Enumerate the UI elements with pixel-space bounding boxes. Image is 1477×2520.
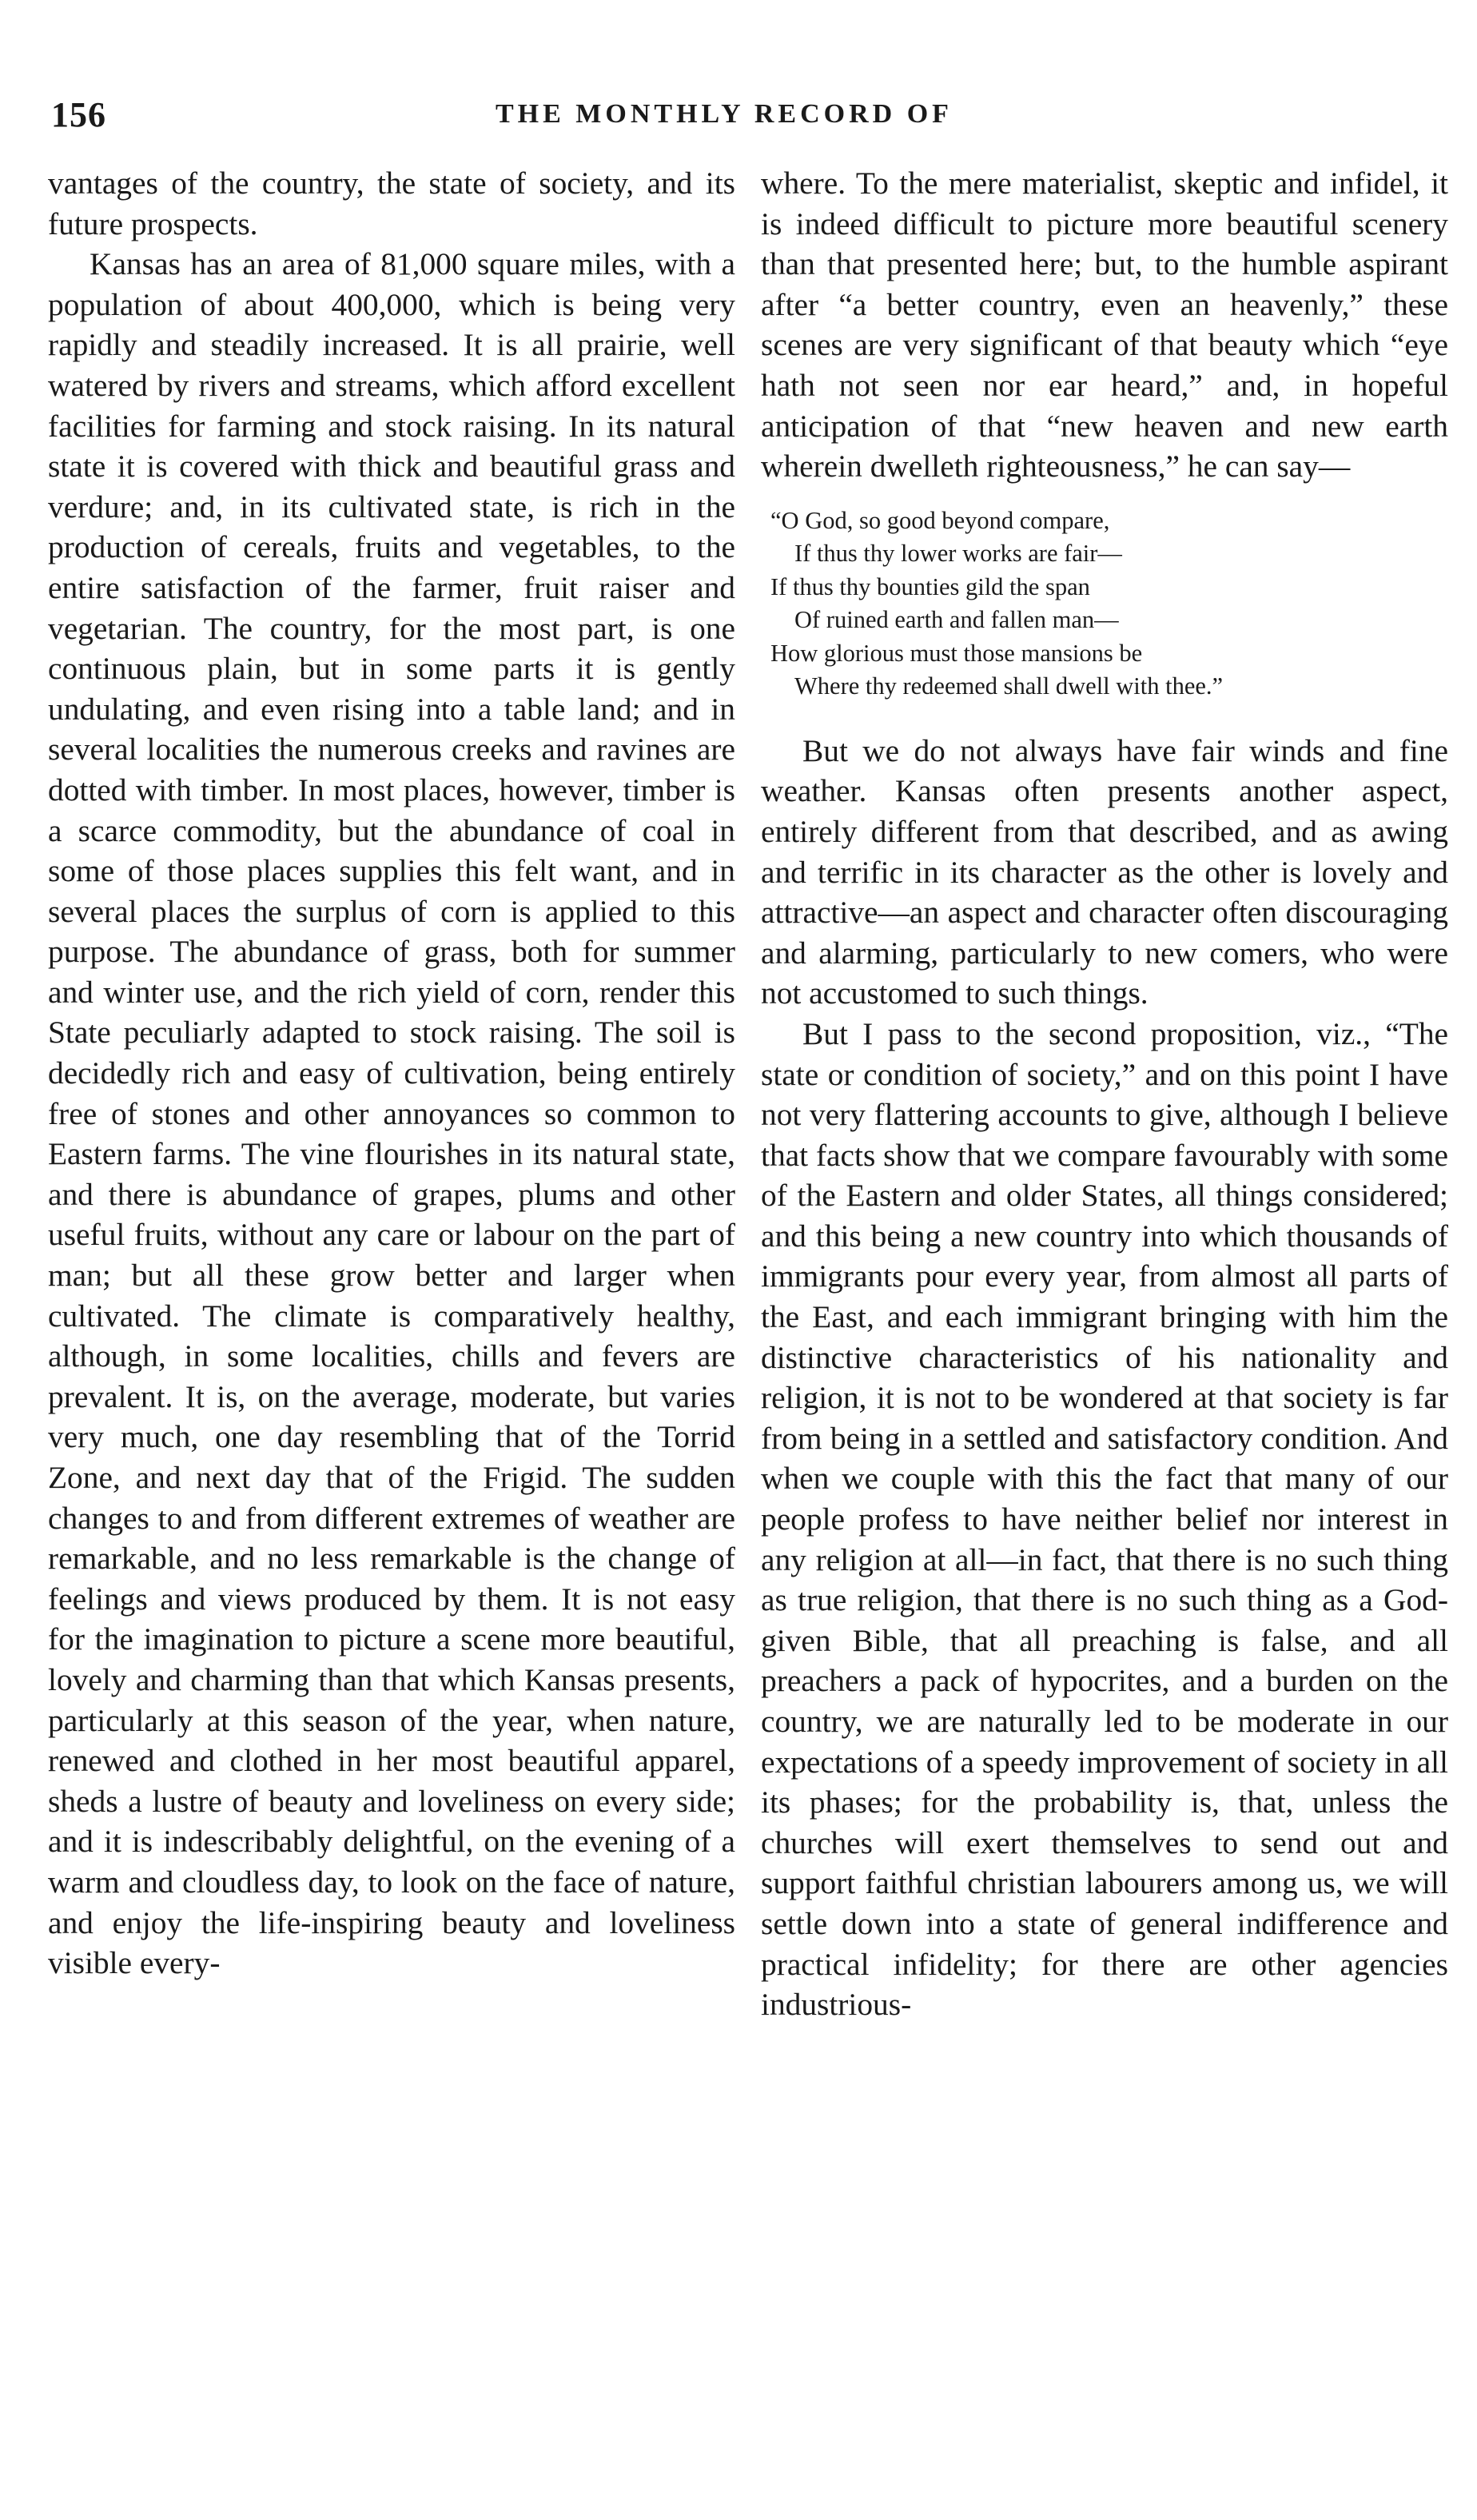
verse-line: “O God, so good beyond compare, bbox=[770, 506, 1110, 534]
paragraph-society: But I pass to the second proposition, viz., “The state or condition of society,” and on this point I have not very flattering accounts to give, although I believe that facts show that we compare favourably with some of the Eastern and older States, all things considered; and this being a new country into which thousands of immigrants pour every year, from almost all parts of the East, and each immigrant bringing with him the distinctive characteristics of his nationality and religion, it is not to be wondered at that society is far from being in a settled and satisfactory condition. And when we couple with this the fact that many of our people profess to have neither belief nor interest in any religion at all—in fact, that there is no such thing as true religion, that there is no such thing as a God-given Bible, that all preaching is false, and all preachers a pack of hypocrites, and a burden on the country, we are naturally led to be moderate in our expectations of a speedy improvement of society in all its phases; for the probability is, that, unless the churches will exert themselves to send out and support faithful christian labourers among us, we will settle down into a state of general indifference and practical infidelity; for there are other agencies industrious- bbox=[761, 1015, 1448, 2023]
running-title: THE MONTHLY RECORD OF bbox=[496, 99, 953, 129]
verse-line: How glorious must those mansions be bbox=[770, 639, 1143, 667]
paragraph-weather: But we do not always have fair winds and fine weather. Kansas often presents another aspect, entirely different from that described, and as awing and terrific in its character as the other is lovely and attractive—an aspect and character often discouraging and alarming, particularly to new comers, who were not accustomed to such things. bbox=[761, 732, 1448, 1011]
left-column bbox=[48, 163, 735, 1984]
page-number: 156 bbox=[51, 95, 106, 134]
verse-line: If thus thy bounties gild the span bbox=[770, 572, 1090, 600]
right-column bbox=[761, 163, 1448, 2025]
paragraph-continued: vantages of the country, the state of society, and its future prospects. bbox=[48, 165, 735, 241]
verse-line: Where thy redeemed shall dwell with thee.” bbox=[794, 672, 1224, 700]
verse-line: If thus thy lower works are fair— bbox=[794, 540, 1122, 568]
paragraph-kansas-description: Kansas has an area of 81,000 square miles, with a population of about 400,000, which is being very rapidly and steadily increased. It is all prairie, well watered by rivers and streams, which afford excellent facilities for farming and stock raising. In its natural state it is covered with thick and beautiful grass and verdure; and, in its cultivated state, is rich in the production of cereals, fruits and vegetables, to the entire satisfaction of the farmer, fruit raiser and vegetarian. The country, for the most part, is one continuous plain, but in some parts it is gently undulating, and even rising into a table land; and in several localities the numerous creeks and ravines are dotted with timber. In most places, however, timber is a scarce commodity, but the abundance of coal in some of those places supplies this felt want, and in several places the surplus of corn is applied to this purpose. The abundance of grass, both for summer and winter use, and the rich yield of corn, render this State peculiarly adapted to stock raising. The soil is decidedly rich and easy of cultivation, being entirely free of stones and other annoyances so common to Eastern farms. The vine flourishes in its natural state, and there is abundance of grapes, plums and other useful fruits, without any care or labour on the part of man; but all these grow better and larger when cultivated. The climate is comparatively healthy, although, in some localities, chills and fevers are prevalent. It is, on the average, moderate, but varies very much, one day resembling that of the Torrid Zone, and next day that of the Frigid. The sudden changes to and from different extremes of weather are remarkable, and no less remarkable is the change of feelings and views produced by them. It is not easy for the imagination to picture a scene more beautiful, lovely and charming than that which Kansas presents, particularly at this season of the year, when nature, renewed and clothed in her most beautiful apparel, sheds a lustre of beauty and loveliness on every side; and it is indescribably delightful, on the evening of a warm and cloudless day, to look on the face of nature, and enjoy the life-inspiring beauty and loveliness visible every- bbox=[48, 246, 735, 1981]
verse-line: Of ruined earth and fallen man— bbox=[794, 606, 1119, 634]
verse-quotation bbox=[770, 504, 1448, 704]
paragraph-continued-right: where. To the mere materialist, skeptic and infidel, it is indeed difficult to picture more beautiful scenery than that presented here; but, to the humble aspirant after “a better country, even an heavenly,” these scenes are very significant of that beauty which “eye hath not seen nor ear heard,” and, in hopeful anticipation of that “new heaven and new earth wherein dwelleth righteousness,” he can say— bbox=[761, 165, 1448, 484]
